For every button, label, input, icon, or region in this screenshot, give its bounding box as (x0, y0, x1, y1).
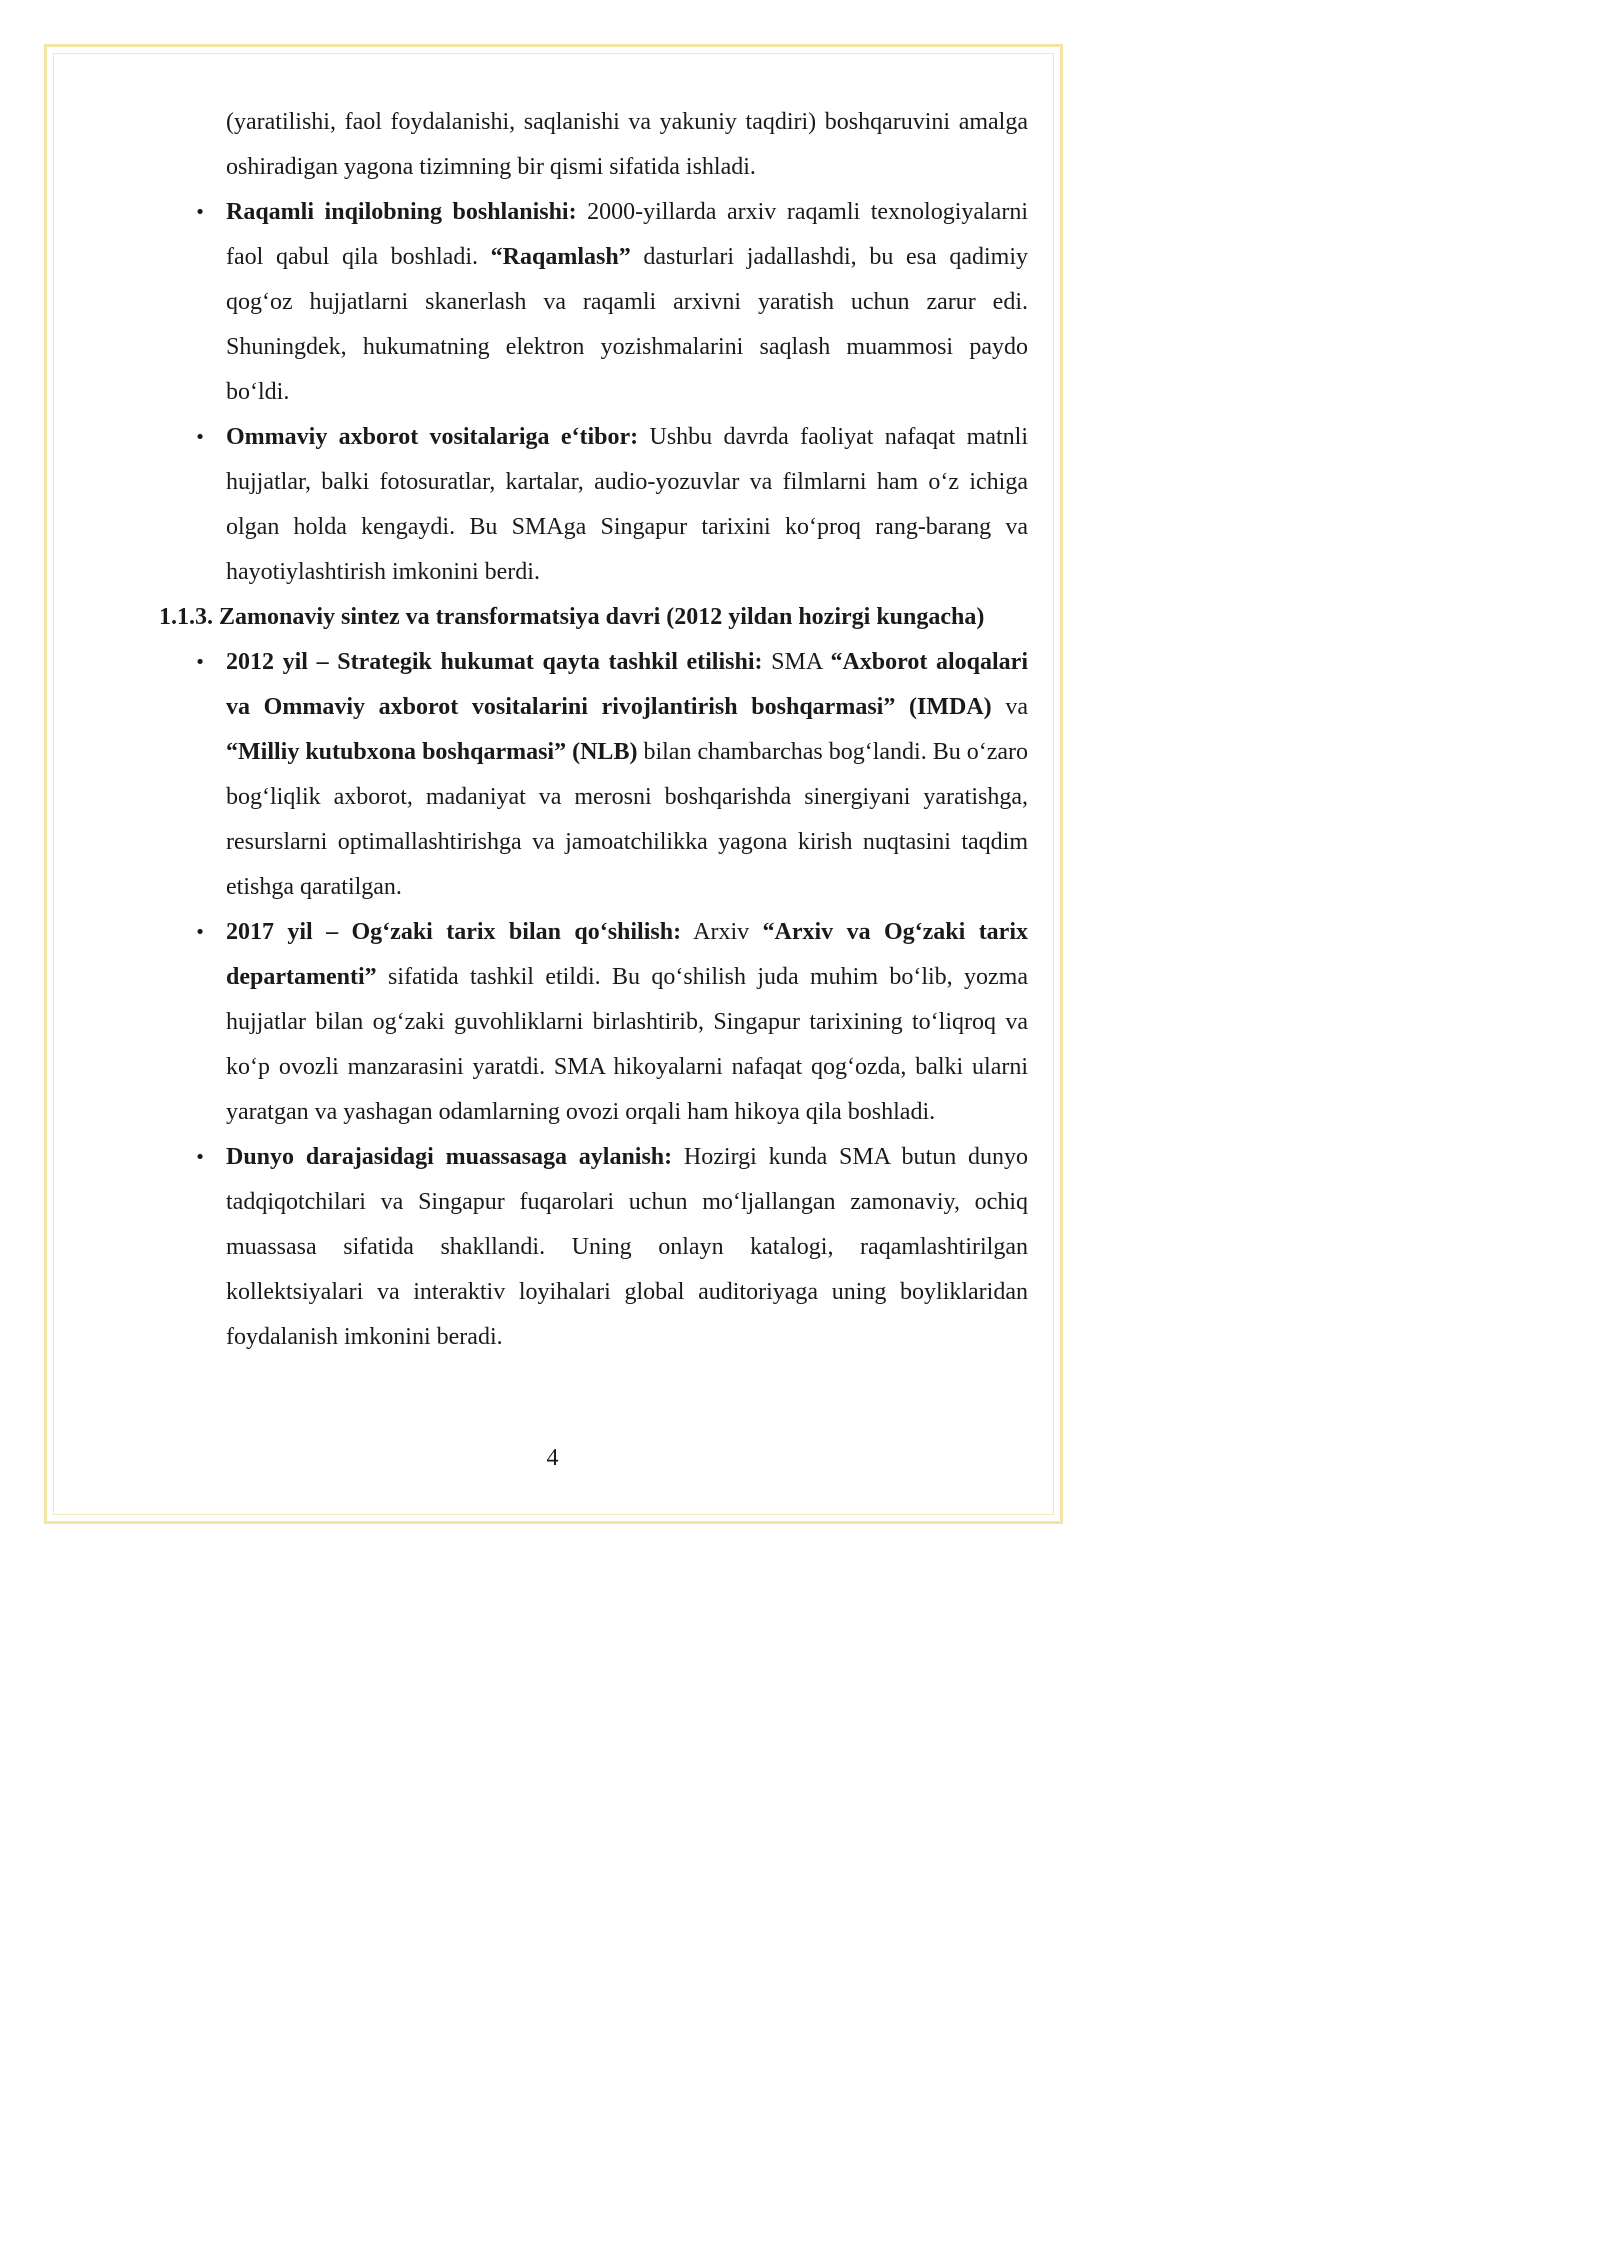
bold-text-segment: 2012 yil – Strategik hukumat qayta tashkil etilishi: (226, 649, 763, 675)
bullet-icon: • (194, 202, 206, 223)
text-segment: Hozirgi kunda SMA butun dunyo tadqiqotchilari va Singapur fuqarolari uchun mo‘ljallangan zamonaviy, ochiq muassasa sifatida shakllandi. Uning onlayn katalogi, raqamlashtirilgan kollektsiyalari va interaktiv loyihalari global auditoriyaga uning boyliklaridan foydalanish imkonini beradi. (226, 1144, 1028, 1350)
bullet-list-item (194, 910, 1029, 1135)
document-body (159, 100, 1028, 1360)
text-segment: va (991, 694, 1028, 720)
text-segment: SMA (762, 649, 831, 675)
bold-text-segment: Ommaviy axborot vositalariga e‘tibor: (226, 424, 639, 450)
text-segment: sifatida tashkil etildi. Bu qo‘shilish juda muhim bo‘lib, yozma hujjatlar bilan og‘zaki guvohliklarni birlashtirib, Singapur tarixining to‘liqroq va ko‘p ovozli manzarasini yaratdi. SMA hikoyalarni nafaqat qog‘ozda, balki ularni yaratgan va yashagan odamlarning ovozi orqali ham hikoya qila boshladi. (226, 964, 1028, 1125)
bold-text-segment: “Arxiv va Og‘zaki tarix departamenti” (226, 919, 1029, 990)
text-segment: 2000-yillarda arxiv raqamli texnologiyalarni faol qabul qila boshladi. (226, 199, 1028, 270)
bullet-list-digital-era (159, 190, 1028, 595)
bullet-list-item (194, 415, 1028, 595)
bullet-icon: • (194, 922, 206, 943)
text-segment: Arxiv (681, 919, 763, 945)
bold-text-segment: Dunyo darajasidagi muassasaga aylanish: (226, 1144, 673, 1170)
page-number: 4 (546, 1445, 559, 1471)
bold-text-segment: 2017 yil – Og‘zaki tarix bilan qo‘shilish: (226, 919, 682, 945)
text-segment: bilan chambarchas bog‘landi. Bu o‘zaro bog‘liqlik axborot, madaniyat va merosni boshqarishda sinergiyani yaratishga, resurslarni optimallashtirishga va jamoatchilikka yagona kirish nuqtasini taqdim etishga qaratilgan. (226, 739, 1029, 900)
bold-text-segment: “Milliy kutubxona boshqarmasi” (NLB) (226, 739, 638, 765)
intro-continuation-paragraph: (yaratilishi, faol foydalanishi, saqlanishi va yakuniy taqdiri) boshqaruvini amalga oshiradigan yagona tizimning bir qismi sifatida ishladi. (226, 109, 1028, 180)
bullet-icon: • (194, 652, 206, 673)
text-segment: Ushbu davrda faoliyat nafaqat matnli hujjatlar, balki fotosuratlar, kartalar, audio-yozuvlar va filmlarni ham o‘z ichiga olgan holda kengaydi. Bu SMAga Singapur tarixini ko‘proq rang-barang va hayotiylashtirish imkonini berdi. (226, 424, 1028, 585)
bold-text-segment: “Axborot aloqalari va Ommaviy axborot vositalarini rivojlantirish boshqarmasi” (IMDA) (226, 649, 1028, 720)
bullet-list-item (194, 190, 1028, 415)
bullet-list-item (194, 640, 1029, 910)
bullet-icon: • (194, 1147, 206, 1168)
section-heading: 1.1.3. Zamonaviy sintez va transformatsiya davri (2012 yildan hozirgi kungacha) (159, 604, 985, 630)
bullet-icon: • (194, 427, 206, 448)
bold-text-segment: Raqamli inqilobning boshlanishi: (226, 199, 577, 225)
bold-text-segment: “Raqamlash” (490, 244, 631, 270)
bullet-list-item (194, 1135, 1028, 1360)
text-segment: dasturlari jadallashdi, bu esa qadimiy qog‘oz hujjatlarni skanerlash va raqamli arxivni yaratish uchun zarur edi. Shuningdek, hukumatning elektron yozishmalarini saqlash muammosi paydo bo‘ldi. (226, 244, 1028, 405)
bullet-list-modern-era (159, 640, 1028, 1360)
